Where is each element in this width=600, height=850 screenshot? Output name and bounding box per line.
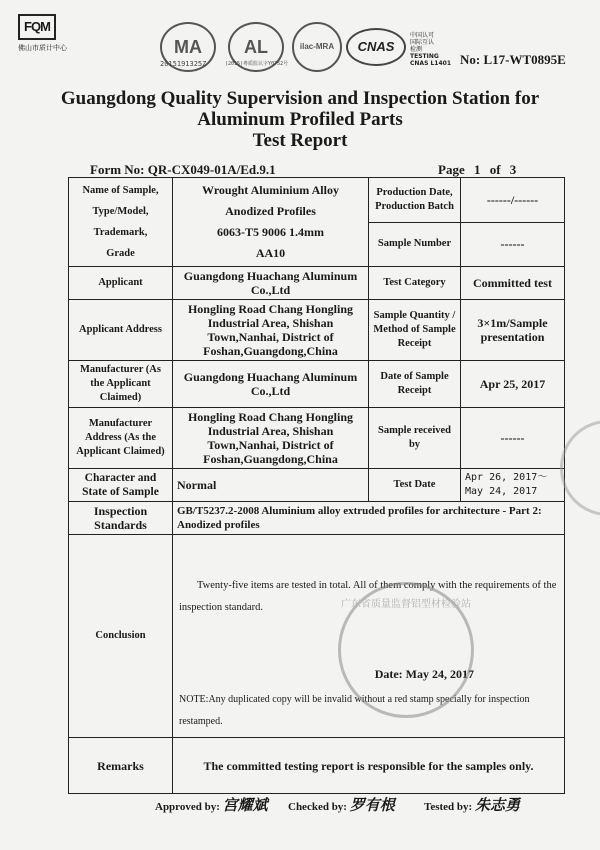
- quantity-value: 3×1m/Sample presentation: [461, 300, 565, 361]
- title-line-2: Aluminum Profiled Parts: [197, 109, 403, 130]
- cal-number: (2015)粤质监认字Y0752号: [225, 61, 289, 67]
- page-info: Page 1 of 3: [438, 162, 517, 177]
- form-number: Form No: QR-CX049-01A/Ed.9.1: [90, 162, 276, 177]
- applicant-value: Guangdong Huachang Aluminum Co.,Ltd: [173, 267, 369, 300]
- test-date-label: Test Date: [369, 469, 461, 502]
- test-category-label: Test Category: [369, 267, 461, 300]
- test-category-value: Committed test: [461, 267, 565, 300]
- standards-value: GB/T5237.2-2008 Aluminium alloy extruded profiles for architecture - Part 2: Anodized profiles: [173, 502, 565, 535]
- sample-value: [173, 178, 369, 267]
- conclusion-text: Twenty-five items are tested in total. All of them comply with the requirements of the inspection standard.: [179, 580, 557, 613]
- fqm-logo: [18, 14, 78, 58]
- applicant-address-label: Applicant Address: [69, 300, 173, 361]
- checked-signature: 罗有根: [349, 796, 395, 814]
- title-line-3: Test Report: [252, 130, 348, 151]
- production-label: Production Date, Production Batch: [369, 178, 461, 223]
- remarks-label: Remarks: [69, 738, 173, 794]
- checked-by: [288, 794, 395, 815]
- report-number: No: L17-WT0895E: [460, 52, 566, 67]
- sample-label-line-2: Type/Model,: [92, 206, 149, 217]
- cnas-logo: CNAS: [346, 28, 406, 66]
- production-value: ------/------: [461, 178, 565, 223]
- checked-label: Checked by:: [288, 801, 347, 813]
- cma-number: 2015191325Z: [160, 60, 207, 68]
- character-value: Normal: [173, 469, 369, 502]
- sample-value-line-4: AA10: [255, 246, 286, 260]
- stamp-text: 广东省质量监督铝型材检验站: [341, 599, 471, 610]
- cnas-cn-line-1: 中国认可: [410, 32, 435, 39]
- sample-value-line-2: Anodized Profiles: [225, 204, 316, 218]
- cnas-en-line-1: TESTING: [410, 53, 439, 60]
- received-by-label: Sample received by: [369, 408, 461, 469]
- approved-by: [155, 794, 268, 815]
- fqm-mark: FQM: [18, 14, 56, 40]
- tested-signature: 朱志勇: [474, 796, 520, 814]
- manufacturer-label: Manufacturer (As the Applicant Claimed): [69, 361, 173, 408]
- mfr-address-label: Manufacturer Address (As the Applicant Claimed): [69, 408, 173, 469]
- sample-label-line-4: Grade: [106, 248, 135, 259]
- quantity-label: Sample Quantity / Method of Sample Receipt: [369, 300, 461, 361]
- sample-number-label: Sample Number: [369, 222, 461, 267]
- cnas-cn-line-2: 国际互认: [410, 39, 435, 46]
- sample-value-line-3: 6063-T5 9006 1.4mm: [217, 225, 324, 239]
- mfr-address-value: Hongling Road Chang Hongling Industrial Area, Shishan Town,Nanhai, District of Foshan,Guangdong,China: [173, 408, 369, 469]
- cnas-en-line-2: CNAS L1401: [410, 60, 452, 67]
- report-table: [68, 177, 565, 794]
- character-label: Character and State of Sample: [69, 469, 173, 502]
- date-sample-value: Apr 25, 2017: [461, 361, 565, 408]
- title-line-1: Guangdong Quality Supervision and Inspection Station for: [60, 88, 540, 109]
- cnas-cn-line-3: 检测: [410, 46, 423, 53]
- approved-signature: 宫耀斌: [222, 796, 268, 814]
- standards-label: Inspection Standards: [69, 502, 173, 535]
- tested-by: [424, 794, 520, 815]
- edge-stamp: [560, 420, 600, 516]
- conclusion-label: Conclusion: [69, 535, 173, 738]
- cal-logo: AL: [228, 22, 284, 72]
- sample-label: [69, 178, 173, 267]
- approved-label: Approved by:: [155, 801, 220, 813]
- fqm-subtitle: 佛山市质计中心: [18, 44, 67, 52]
- cnas-accreditation-text: [410, 32, 451, 67]
- date-sample-label: Date of Sample Receipt: [369, 361, 461, 408]
- applicant-label: Applicant: [69, 267, 173, 300]
- tested-label: Tested by:: [424, 801, 473, 813]
- sample-number-value: ------: [461, 222, 565, 267]
- ilac-mra-logo: ilac-MRA: [292, 22, 342, 72]
- sample-label-line-1: Name of Sample,: [82, 185, 159, 196]
- manufacturer-value: Guangdong Huachang Aluminum Co.,Ltd: [173, 361, 369, 408]
- received-by-value: ------: [461, 408, 565, 469]
- test-date-value: Apr 26, 2017～ May 24, 2017: [461, 469, 565, 502]
- remarks-value: The committed testing report is responsible for the samples only.: [173, 738, 565, 794]
- conclusion-note: NOTE:Any duplicated copy will be invalid without a red stamp specially for inspection restamped.: [179, 694, 530, 727]
- official-stamp: [338, 582, 474, 718]
- conclusion-date: Date: May 24, 2017: [374, 667, 474, 681]
- cma-logo: MA: [160, 22, 216, 72]
- report-title: [0, 88, 600, 151]
- sample-label-line-3: Trademark,: [93, 227, 148, 238]
- applicant-address-value: Hongling Road Chang Hongling Industrial Area, Shishan Town,Nanhai, District of Foshan,Guangdong,China: [173, 300, 369, 361]
- sample-value-line-1: Wrought Aluminium Alloy: [202, 183, 339, 197]
